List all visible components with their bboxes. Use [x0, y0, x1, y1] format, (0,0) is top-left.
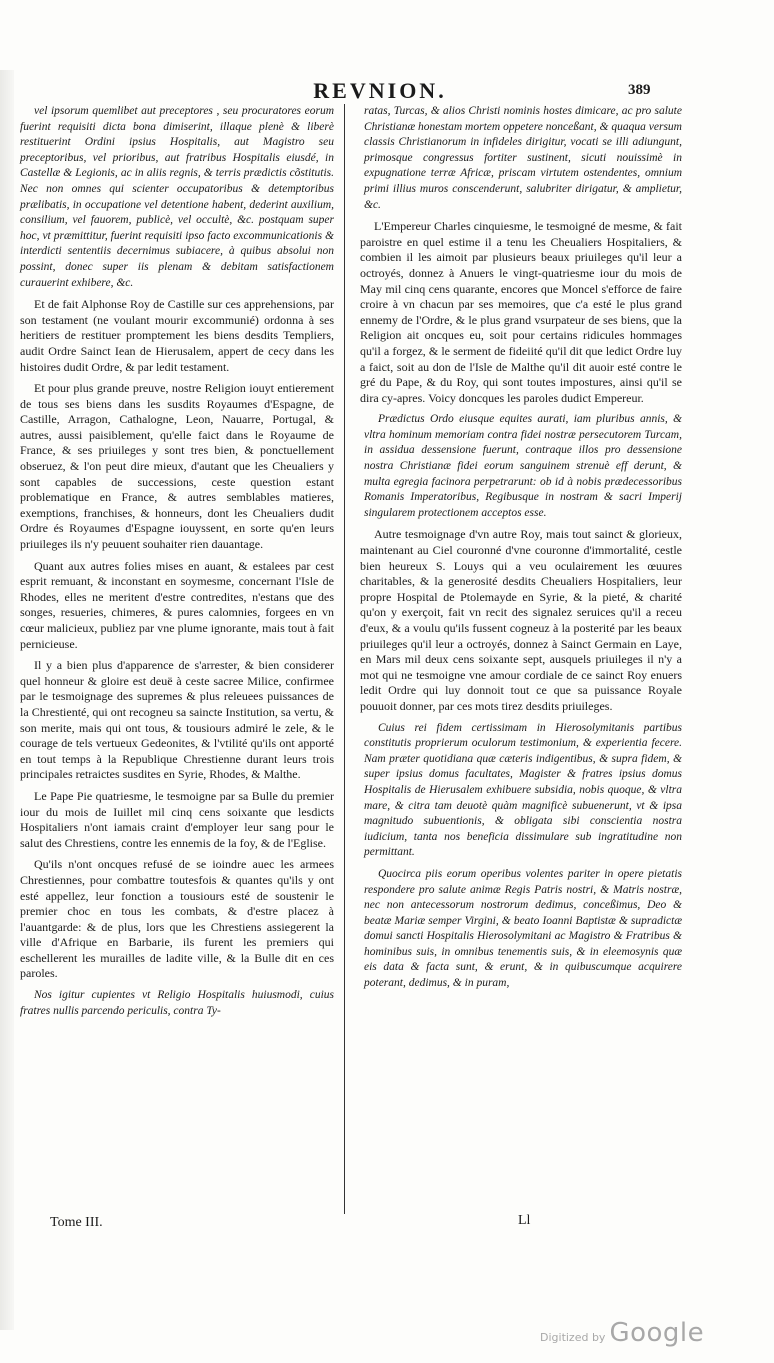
left-column-paragraph: Et pour plus grande preuve, nostre Religion iouyt entierement de tous ses biens dans les susdits Royaumes d'Espagne, de Castille, Arragon, Cathalogne, Leon, Nauarre, Portugal, & autres, aussi paisiblement, qu'elle faict dans le Royaume de France, & ses priuileges y sont tres bien, & ponctuellement obseruez, & l'on peut dire mieux, d'autant que les Cheualiers y sont capables de successions, ceste question estant problematique en France, & autres semblables matieres, exemptions, franchises, & honneurs, dont les Cheualiers dudit Ordre és Royaumes d'Espagne iouyssent, en sorte qu'en leurs priuileges ils n'y peuuent souhaiter rien dauantage. [20, 381, 334, 552]
left-column-paragraph: Le Pape Pie quatriesme, le tesmoigne par sa Bulle du premier iour du mois de Iuillet mil cinq cens soixante que lesdicts Hospitaliers n'ont iamais craint d'employer leur sang pour le salut des Chrestiens, contre les ennemis de la foy, & de l'Eglise. [20, 788, 334, 850]
right-column-paragraph: Quocirca piis eorum operibus volentes pariter in opere pietatis respondere pro salute animæ Regis Patris nostri, & Matris nostræ, nec non antecessorum nostrorum dedimus, conceßimus, Deo & beatæ Mariæ semper Virgini, & beato Ioanni Baptistæ & supradictæ domui sancti Hospitalis Hierosolymitani ac Magistro & Fratribus & hominibus suis, in omnibus tenementis suis, & in eleemosynis quæ eis data & facta sunt, & erunt, & in quibuscumque acquirere poterant, dedimus, & in puram, [364, 867, 682, 990]
left-column-paragraph: Il y a bien plus d'apparence de s'arrester, & bien considerer quel honneur & gloire est deuë à ceste sacree Milice, confirmee par le tesmoignage des supremes & plus releuees puissances de la Chrestienté, qui ont recogneu sa saincte Institution, sa vertu, & son merite, mais qui ont tous, & tousiours admiré le zele, & le courage de tels vertueux Gedeonites, & l'vtilité qu'ils ont apporté en tout temps à la Republique Chrestienne durant leurs trois principales retraictes susdites en Syrie, Rhodes, & Malthe. [20, 658, 334, 782]
page-number: 389 [628, 82, 651, 98]
left-column-paragraph: vel ipsorum quemlibet aut preceptores , seu procuratores eorum fuerint requisiti dicta bona dimiserint, illaque plenè & liberè restituerint Ordini ipsius Hospitalis, aut Magistro seu preceptoribus, vel prioribus, aut fratribus Hospitalis eiusdé, in Castellæ & Legionis, ac in aliis regnis, & terris prædictis cõstitutis. Nec non omnes qui scienter occupatoribus & detemptoribus prælibatis, in occupatione vel detentione habent, dederint auxilium, consilium, vel fauorem, publicè, vel occultè, &c. postquam super hoc, vt præmittitur, fuerint requisiti ipso facto excommunicationis & interdicti sententiis decernimus subiacere, à quibus absolui non possint, donec super iis plenam & debitam satisfactionem curauerint exhibere, &c. [20, 105, 334, 289]
right-column [360, 104, 682, 998]
right-column-paragraph: ratas, Turcas, & alios Christi nominis hostes dimicare, ac pro salute Christianæ honestam mortem oppetere nonceßant, & quaqua versum classis Christianorum in infideles dirigitur, vocati se illi adiungunt, primosque congressus fortiter sustinent, sicuti nouissimè in expugnatione terræ Africæ, priscam virtutem ostendentes, omnium primi illius muros conscenderunt, salubriter dirigatur, & amplietur, &c. [364, 105, 682, 211]
left-column-paragraph: Et de fait Alphonse Roy de Castille sur ces apprehensions, par son testament (ne voulant mourir excommunié) ordonna à ses heritiers de restituer promptement les biens desdits Templiers, audit Ordre Sainct Iean de Hierusalem, appert de cecy dans les histoires dudit Ordre, & par ledit testament. [20, 297, 334, 374]
left-column-paragraph: Qu'ils n'ont oncques refusé de se ioindre auec les armees Chrestiennes, pour combattre toutesfois & quantes qu'ils y ont esté appellez, leur fonction a tousiours esté de soustenir le premier choc en tous les combats, & d'estre placez à l'auantgarde: & de plus, lors que les Chrestiens assiegerent la ville d'Afrique en Barbarie, ils furent les premiers qui eschellerent les murailles de ladite ville, & la Bulle dit en ces paroles. [20, 857, 334, 981]
tome-label: Tome III. [50, 1215, 103, 1230]
right-column-paragraph: Autre tesmoignage d'vn autre Roy, mais tout sainct & glorieux, maintenant au Ciel couronné d'vne couronne d'immortalité, cestle bien heureux S. Louys qui a veu oculairement les œuures charitables, & la generosité desdits Cheualiers Hospitaliers, leur propre Hospital de Ptolemayde en Syrie, & la pieté, & charité qu'on y exerçoit, fait vn recit des signalez seruices qu'il a receu d'eux, & a voulu qu'ils fussent cogneuz à la posterité par les beaux priuileges qu'il leur a octroyés, donnez à Sainct Germain en Laye, en Mars mil deux cens soixante sept, ausquels priuileges il n'y a mot qui ne tesmoigne vne amour cordiale de ce sainct Roy enuers ledit Ordre qui luy donnoit tout ce que sa puissance Royale pouuoit donner, par ces mots tirez desdits priuileges. [360, 527, 682, 713]
facing-page-edge [0, 70, 14, 1330]
right-column-paragraph: Prædictus Ordo eiusque equites aurati, iam pluribus annis, & vltra hominum memoriam contra fidei nostræ persecutorem Turcam, in assidua dessensione fuerunt, contraque illos pro dessensione nostra Christianæ fidei eorum sanguinem strenuè eff derunt, & multa egregia facinora perpetrarunt: ob id à nobis prædecessoribus Romanis Imperatoribus, Regibusque in nostram & sacri Imperij singularem protectionem acceptos esse. [364, 413, 682, 519]
right-column-paragraph: L'Empereur Charles cinquiesme, le tesmoigné de mesme, & fait paroistre en quel estime il a tenu les Cheualiers Hospitaliers, & combien il les aimoit par plusieurs beaux priuileges qu'il leur a octroyés, donnez à Anuers le vingt-quatriesme iour du mois de May mil cinq cens quarante, encores que Moncel s'efforce de faire croire à vn chacun par ses memoires, que c'a esté le plus grand ennemy de l'Ordre, & le plus grand vsurpateur de ses biens, que la Religion ait oncques eu, soit pour certains ridicules hommages qu'il a forgez, & le serment de fideiité qu'il dit que ledict Ordre luy a faict, soit au don de l'Isle de Malthe qu'il dit auoir esté contre le gré du Pape, & du Roy, qui sont toutes impostures, ainsi qu'il se dira cy-apres. Voicy doncques les paroles dudict Empereur. [360, 219, 682, 405]
left-column-paragraph: Quant aux autres folies mises en auant, & estalees par cest esprit remuant, & inconstant en soymesme, concernant l'Isle de Rhodes, elles ne meritent d'estre contredites, n'estans que des songes, resueries, chimeres, & pures calomnies, forgees en vn cœur malicieux, publiez par vne plume ignorante, mais tout à fait pernicieuse. [20, 558, 334, 651]
signature-mark: Ll [518, 1213, 531, 1228]
right-column-paragraph: Cuius rei fidem certissimam in Hierosolymitanis partibus constitutis proprierum oculorum testimonium, & experientia fecere. Nam præter quotidiana quæ cæteris indigentibus, & supra fidem, & super ipsius domus facultates, Magister & fratres ipsius domus Hospitalis de Hierusalem exhibuere subsidia, nobis quoque, & vltra mare, & citra tam deuotè quàm magnificè subuenerunt, vt & ipsa magnitudo subuentionis, & obligata sibi conscientia nostra iudicium, tanta nos beneficia dissimulare sub ingratitudine non permittant. [364, 721, 682, 859]
left-column-paragraph: Nos igitur cupientes vt Religio Hospitalis huiusmodi, cuius fratres nullis parcendo periculis, contra Ty- [20, 989, 334, 1017]
column-divider [344, 104, 345, 1214]
google-logo: Google [609, 1318, 705, 1348]
left-column [20, 104, 334, 1025]
watermark-prefix: Digitized by [540, 1331, 606, 1344]
running-title: REVNION. [313, 78, 447, 103]
digitized-watermark [540, 1318, 704, 1348]
